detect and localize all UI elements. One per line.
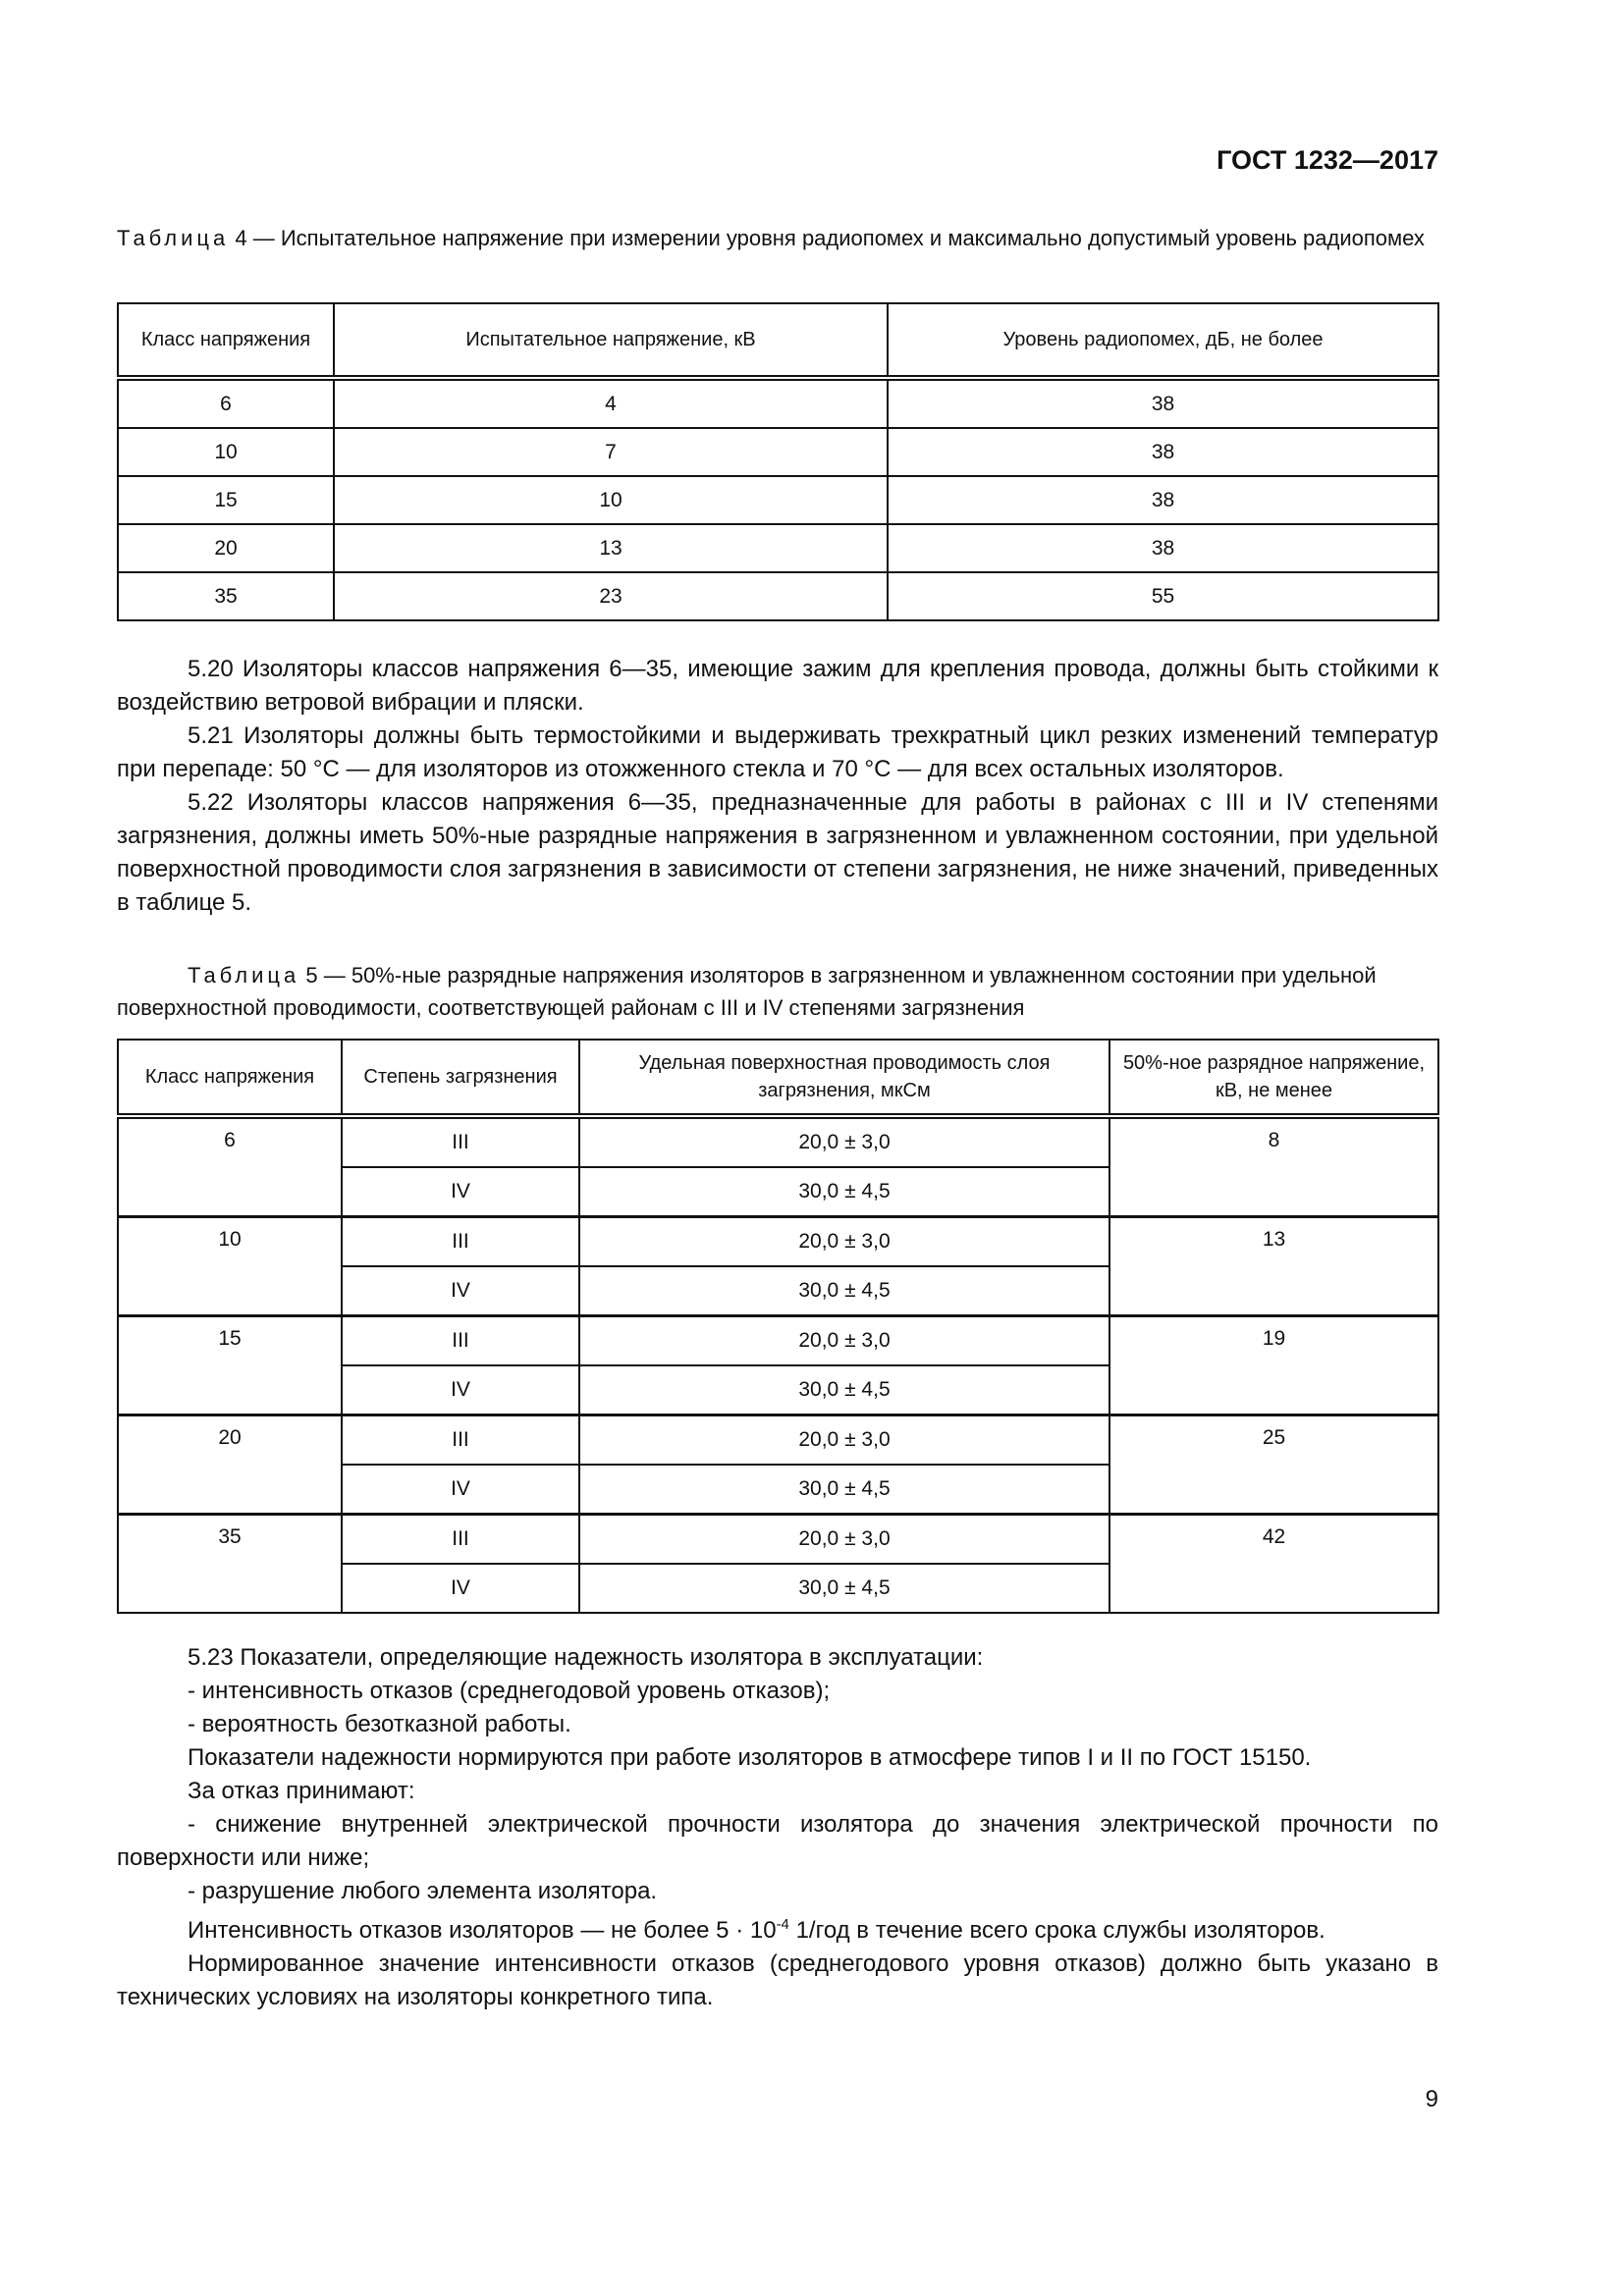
column-header: 50%-ное разрядное напряжение, кВ, не менее bbox=[1109, 1040, 1438, 1116]
table-row: 10 III 20,0 ± 3,0 13 bbox=[118, 1217, 1438, 1267]
paragraph-5-21: 5.21 Изоляторы должны быть термостойкими и выдерживать трехкратный цикл резких изменений температур при перепаде: 50 °С — для изоляторов из отожженного стекла и 70 °С — для всех остальных изоляторов. bbox=[117, 722, 1438, 782]
column-header: Испытательное напряжение, кВ bbox=[334, 303, 888, 378]
table-row: 15 10 38 bbox=[118, 476, 1438, 524]
column-header: Удельная поверхностная проводимость слоя загрязнения, мкСм bbox=[579, 1040, 1109, 1116]
paragraph-5-20: 5.20 Изоляторы классов напряжения 6—35, имеющие зажим для крепления провода, должны быть стойкими к воздействию ветровой вибрации и пляски. bbox=[117, 656, 1438, 716]
table5-caption: Таблица 5 — 50%-ные разрядные напряжения изоляторов в загрязненном и увлажненном состоянии при удельной поверхностной проводимости, соответствующей районам с III и IV степенями загрязнения bbox=[117, 963, 1377, 1020]
table-row: 15 III 20,0 ± 3,0 19 bbox=[118, 1316, 1438, 1366]
column-header: Класс напряжения bbox=[118, 1040, 342, 1116]
table-5 bbox=[117, 1039, 1439, 1614]
table-row: 6 4 38 bbox=[118, 378, 1438, 428]
table-row: IV 30,0 ± 4,5 bbox=[118, 1465, 1438, 1515]
table-row: 35 23 55 bbox=[118, 572, 1438, 620]
table-row: 6 III 20,0 ± 3,0 8 bbox=[118, 1116, 1438, 1167]
table-4 bbox=[117, 302, 1439, 621]
table-row: 20 III 20,0 ± 3,0 25 bbox=[118, 1415, 1438, 1466]
page-number: 9 bbox=[1425, 2086, 1438, 2112]
table-row: IV 30,0 ± 4,5 bbox=[118, 1365, 1438, 1415]
table-row: IV 30,0 ± 4,5 bbox=[118, 1564, 1438, 1613]
paragraph-5-22: 5.22 Изоляторы классов напряжения 6—35, предназначенные для работы в районах с III и IV степенями загрязнения, должны иметь 50%-ные разрядные напряжения в загрязненном и увлажненном состоянии, при удельной поверхностной проводимости слоя загрязнения в зависимости от степени загрязнения, не ниже значений, приведенных в таблице 5. bbox=[117, 789, 1438, 916]
table4-caption: Таблица 4 — Испытательное напряжение при измерении уровня радиопомех и максимально допустимый уровень радиопомех bbox=[117, 226, 1425, 250]
table-row: 35 III 20,0 ± 3,0 42 bbox=[118, 1515, 1438, 1565]
document-code: ГОСТ 1232—2017 bbox=[1217, 145, 1438, 175]
failure-rate-paragraph: Интенсивность отказов изоляторов — не более $5 \cdot 10^{-4}$ 1/год в течение всего срока службы изоляторов. bbox=[188, 1916, 1325, 1944]
table-row: 10 7 38 bbox=[118, 428, 1438, 476]
column-header: Степень загрязнения bbox=[342, 1040, 579, 1116]
table-row: IV 30,0 ± 4,5 bbox=[118, 1167, 1438, 1217]
table-row: 20 13 38 bbox=[118, 524, 1438, 572]
column-header: Уровень радиопомех, дБ, не более bbox=[888, 303, 1438, 378]
column-header: Класс напряжения bbox=[118, 303, 334, 378]
table-row: IV 30,0 ± 4,5 bbox=[118, 1266, 1438, 1316]
section-5-23: 5.23 Показатели, определяющие надежность изолятора в эксплуатации: - интенсивность отказов (среднегодовой уровень отказов); - вероятность безотказной работы. Показатели надежности нормируются при работе изоляторов в атмосфере типов I и II по ГОСТ 15150. За отказ принимают: - снижение внутренней электрической прочности изолятора до значения электрической прочности по поверхности или ниже; - разрушение любого элемента изолятора. Интенсивность отказов изоляторов — не более $5 \cdot 10^{-4}$ 1/год в течение всего срока службы изоляторов. Нормированное значение интенсивности отказов (среднегодового уровня отказов) должно быть указано в технических условиях на изоляторы конкретного типа. bbox=[117, 1644, 1438, 2010]
paragraphs-5-20-to-5-22 bbox=[117, 653, 1438, 920]
